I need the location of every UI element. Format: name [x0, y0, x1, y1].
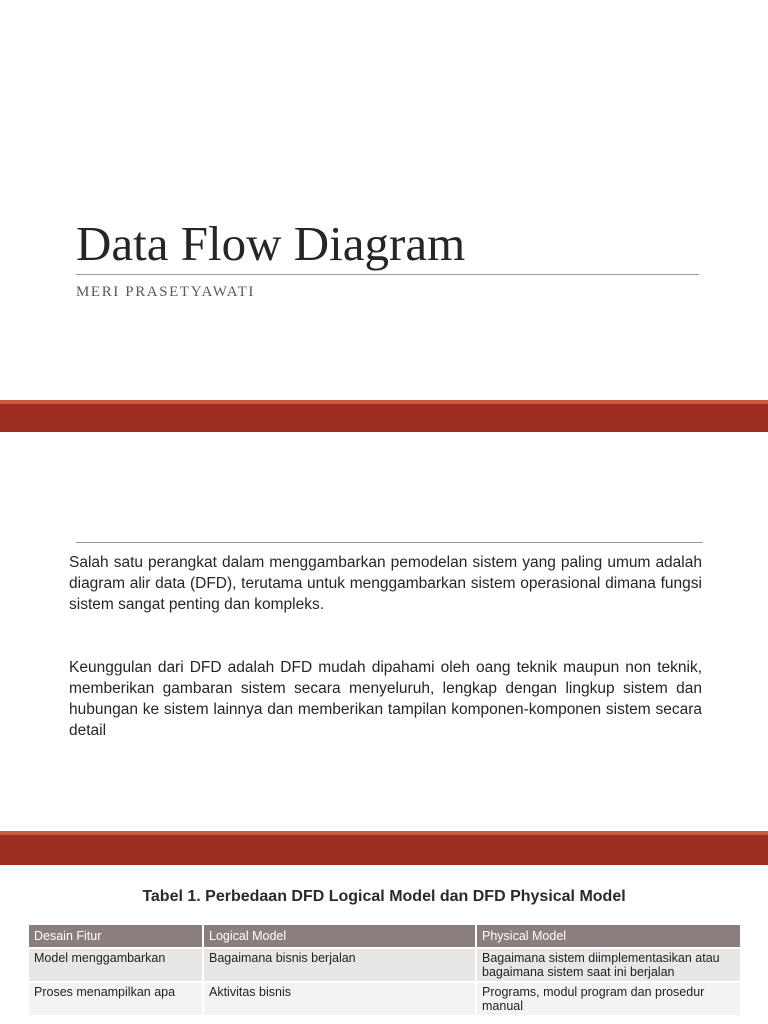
slide-band — [0, 404, 768, 432]
comparison-table — [29, 925, 742, 1015]
header-desain-fitur: Desain Fitur — [29, 925, 203, 948]
table-row — [29, 948, 741, 982]
table-header-row — [29, 925, 741, 948]
title-divider — [76, 274, 699, 275]
table-title: Tabel 1. Perbedaan DFD Logical Model dan DFD Physical Model — [142, 888, 626, 905]
header-logical-model: Logical Model — [203, 925, 476, 948]
table-row — [29, 982, 741, 1015]
paragraph-advantages: Keunggulan dari DFD adalah DFD mudah dipahami oleh oang teknik maupun non teknik, memberikan gambaran sistem secara menyeluruh, lengkap dengan lingkup sistem dan hubungan ke sistem lainnya dan memberikan tampilan komponen-komponen sistem secara detail — [69, 659, 702, 739]
content-divider — [76, 542, 703, 543]
table-cell: Programs, modul program dan prosedur manual — [476, 982, 741, 1015]
slide-band — [0, 835, 768, 865]
table-cell: Proses menampilkan apa — [29, 982, 203, 1015]
table-cell: Aktivitas bisnis — [203, 982, 476, 1015]
paragraph-definition: Salah satu perangkat dalam menggambarkan pemodelan sistem yang paling umum adalah diagram alir data (DFD), terutama untuk menggambarkan sistem operasional dimana fungsi sistem sangat penting dan kompleks. — [69, 554, 702, 613]
table-cell: Bagaimana sistem diimplementasikan atau bagaimana sistem saat ini berjalan — [476, 948, 741, 982]
table-cell: Bagaimana bisnis berjalan — [203, 948, 476, 982]
table-cell: Model menggambarkan — [29, 948, 203, 982]
slide-title: Data Flow Diagram — [76, 216, 466, 271]
slide-subtitle: MERI PRASETYAWATI — [76, 284, 255, 300]
header-physical-model: Physical Model — [476, 925, 741, 948]
title-slide — [0, 0, 768, 400]
